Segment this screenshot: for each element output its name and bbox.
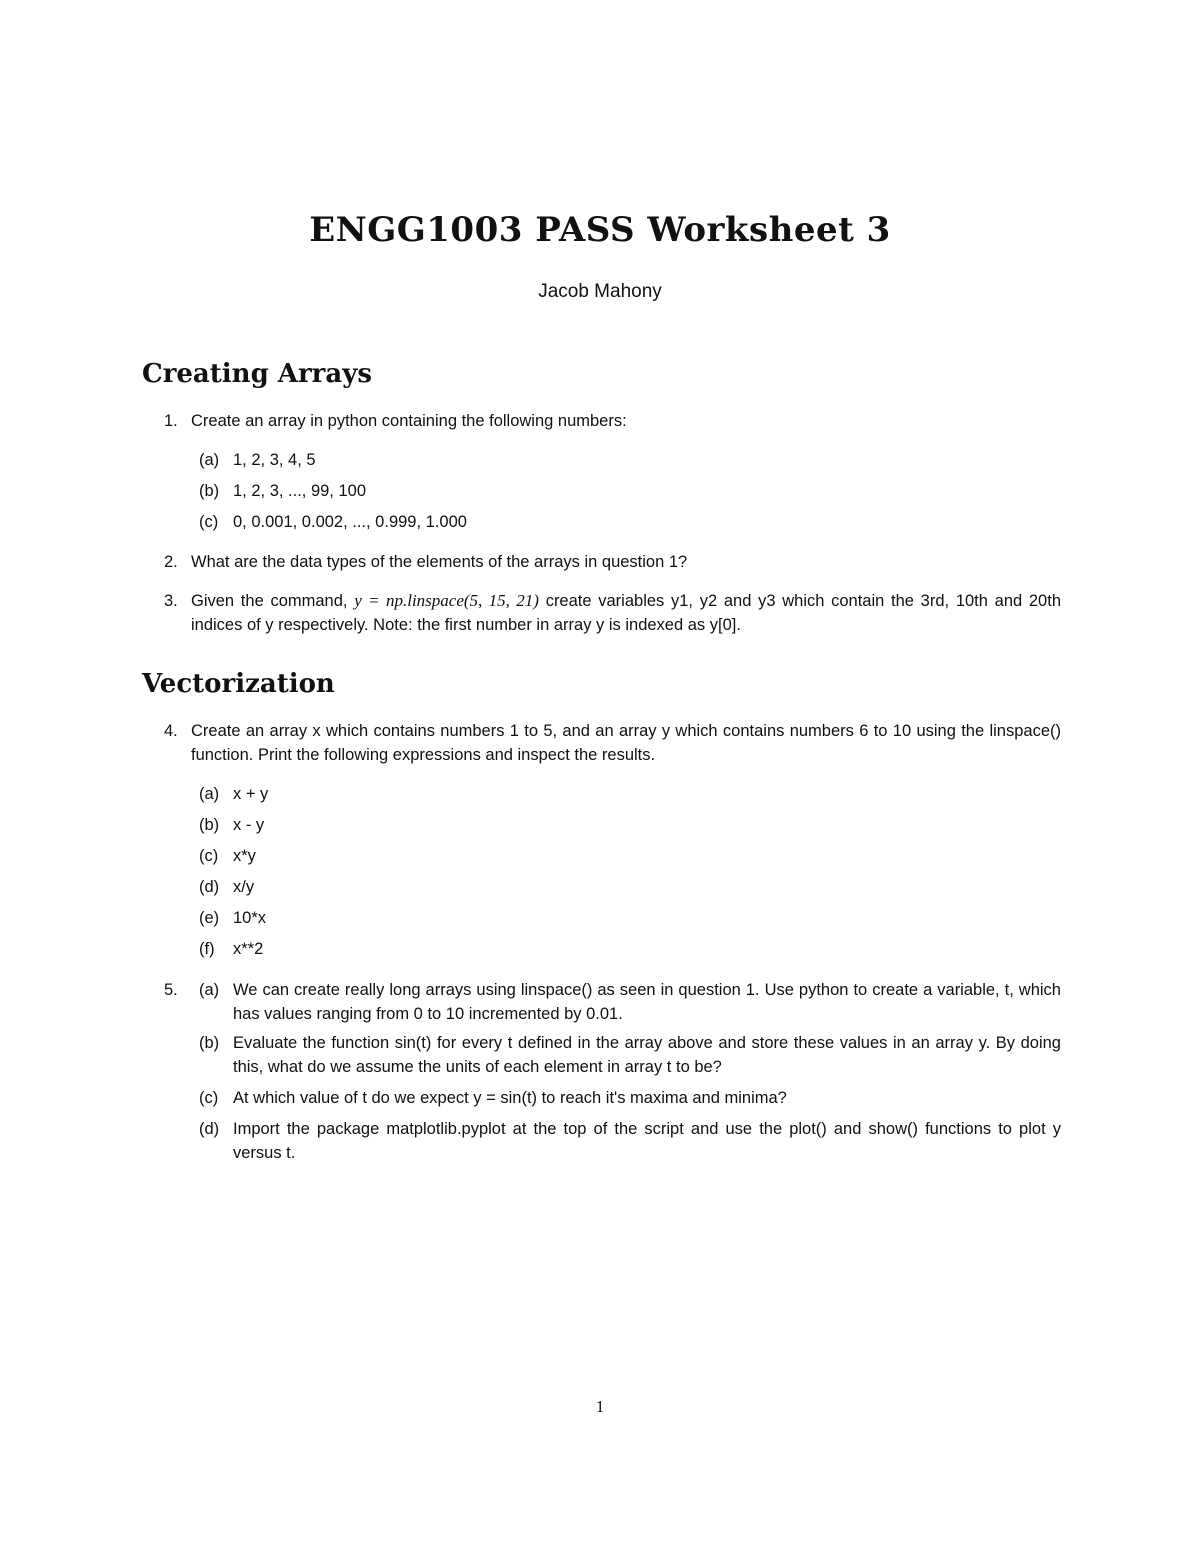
part-label: (d) [199,1120,220,1138]
part-label: (b) [199,482,220,500]
part-label: (d) [199,878,220,896]
document-title: ENGG1003 PASS Worksheet 3 [309,210,891,250]
part-label: (c) [199,1089,219,1107]
question-number: 4. [164,722,178,740]
part-label: (e) [199,909,220,927]
part-label: (c) [199,513,219,531]
part-text: x + y [233,785,269,803]
question-text: What are the data types of the elements of the arrays in question 1? [191,553,688,571]
part-text: x - y [233,816,265,834]
question-number: 2. [164,553,178,571]
question-text: Create an array x which contains numbers 1 to 5, and an array y which contains numbers 6 to 10 using the linspace() function. Print the following expressions and inspect the results. [191,722,1061,764]
part-text: 0, 0.001, 0.002, ..., 0.999, 1.000 [233,513,467,531]
part-text: 1, 2, 3, ..., 99, 100 [233,482,367,500]
part-label: (a) [199,451,220,469]
part-text: We can create really long arrays using linspace() as seen in question 1. Use python to create a variable, t, which has values ranging from 0 to 10 incremented by 0.01. [233,981,1061,1023]
document-author: Jacob Mahony [538,281,662,302]
part-text: x/y [233,878,255,896]
part-text: At which value of t do we expect y = sin(t) to reach it's maxima and minima? [233,1089,787,1107]
part-text: x*y [233,847,256,865]
question-text-intro: Given the command, [191,592,348,610]
part-text: Evaluate the function sin(t) for every t defined in the array above and store these values in an array y. By doing this, what do we assume the units of each element in array t to be? [233,1034,1061,1076]
section-title-creating-arrays: Creating Arrays [142,359,372,389]
question-number: 3. [164,592,178,610]
part-text: Import the package matplotlib.pyplot at the top of the script and use the plot() and show() functions to plot y versus t. [233,1120,1061,1162]
part-text: 1, 2, 3, 4, 5 [233,451,316,469]
question-text-rest: create variables y1, y2 and y3 which contain the 3rd, 10th and 20th indices of y respectively. Note: the first number in array y is indexed as y[0]. [191,592,1061,634]
part-label: (a) [199,785,220,803]
part-label: (c) [199,847,219,865]
question-text [191,589,1061,637]
inline-code: y = np.linspace(5, 15, 21) [354,591,539,610]
page-number: 1 [595,1397,605,1416]
part-label: (f) [199,940,215,958]
part-label: (b) [199,816,220,834]
section-title-vectorization: Vectorization [142,669,335,699]
part-label: (b) [199,1034,220,1052]
question-number: 1. [164,412,178,430]
part-text: 10*x [233,909,267,927]
question-text: Create an array in python containing the following numbers: [191,412,627,430]
question-number: 5. [164,981,178,999]
part-text: x**2 [233,940,264,958]
part-label: (a) [199,981,220,999]
